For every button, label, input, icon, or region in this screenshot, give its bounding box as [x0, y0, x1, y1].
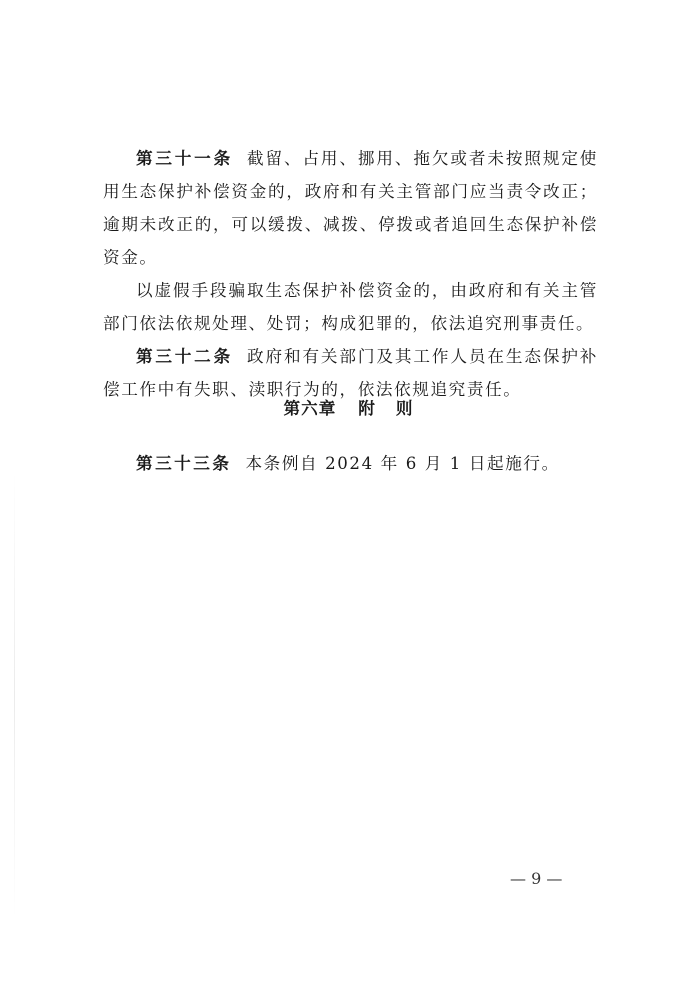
chapter-heading: [0, 395, 697, 419]
article-number: 第三十三条: [136, 454, 232, 473]
article-number: 第三十二条: [136, 347, 233, 366]
article-33: [103, 447, 598, 480]
chapter-title-part-1: 附: [358, 399, 376, 418]
article-text: 以虚假手段骗取生态保护补偿资金的，由政府和有关主管部门依法依规处理、处罚；构成犯罪的，依法追究刑事责任。: [103, 281, 598, 333]
article-31-para-2: [103, 274, 598, 340]
article-text: 截留、占用、挪用、拖欠或者未按照规定使用生态保护补偿资金的，政府和有关主管部门应当责令改正；逾期未改正的，可以缓拨、减拨、停拨或者追回生态保护补偿资金。: [103, 149, 599, 267]
article-text: 本条例自 2024 年 6 月 1 日起施行。: [245, 454, 560, 473]
chapter-title-part-2: 则: [395, 399, 414, 418]
article-number: 第三十一条: [136, 149, 233, 168]
article-31: [103, 142, 598, 274]
chapter-number: 第六章: [283, 399, 337, 418]
article-text: 政府和有关部门及其工作人员在生态保护补偿工作中有失职、渎职行为的，依法依规追究责任。: [103, 347, 599, 399]
scan-shadow: [14, 470, 15, 920]
page-number: — 9 —: [510, 869, 563, 888]
article-block: [103, 142, 598, 406]
